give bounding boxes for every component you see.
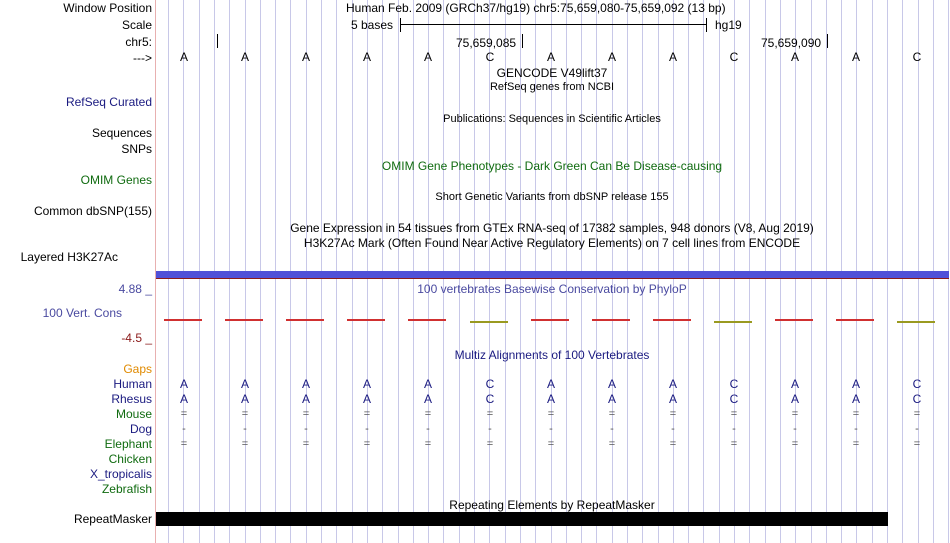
strand-label: ---> xyxy=(133,51,152,65)
genome-browser-image[interactable]: Window Position Human Feb. 2009 (GRCh37/hg19) chr5:75,659,080-75,659,092 (13 bp) Scale 5 bases hg19 chr5: 75,659,085 75,659,090 ---> A A A A A C A A A C A A C GENCODE V49lift37 RefSeq genes from NCBI RefSeq Curated Publications: Sequences in Scientific Articles Sequences SNPs OMIM Gene Phenotypes - Dark Green Can Be Disease-causing OMIM Genes Short Genetic Variants from dbSNP release 155 Common dbSNP(155) Gene Expression in 54 tissues from GTEx RNA-seq of 17382 samples, 948 donors (V8, Aug 2019) H3K27Ac Mark (Often Found Near Active Regulatory Elements) on 7 cell lines from ENCODE Layered H3K27Ac 4.88 _ 100 vertebrates Basewise Conservation by PhyloP 100 Vert. Cons -4.5 _ Multiz Alignments of 100 Vertebrates Gaps Human A A A A A C A A A C A A C Rhesus A A A A A C A A A C A A C Mouse = = = = = = = = = = = = = Dog - - - - - - - - - - - - - Elephant = = = = = = = = = = = = = Chicken X_tropicalis Zebrafish Repeating Elements by RepeatMasker RepeatMasker xyxy=(0,0,950,543)
scale-label: Scale xyxy=(121,18,152,32)
cons-min-value: -4.5 _ xyxy=(121,331,152,345)
base-letter: A xyxy=(851,50,860,64)
species-label-chicken[interactable]: Chicken xyxy=(108,452,152,466)
phylop-score-bar xyxy=(775,319,813,321)
window-position-label: Window Position xyxy=(63,1,152,15)
alignment-base: A xyxy=(301,392,310,406)
species-label-rhesus[interactable]: Rhesus xyxy=(111,392,152,406)
alignment-base: = xyxy=(608,438,616,450)
alignment-base: A xyxy=(668,377,677,391)
alignment-base: C xyxy=(912,377,922,391)
gaps-label[interactable]: Gaps xyxy=(123,362,152,376)
refseq-curated-label[interactable]: RefSeq Curated xyxy=(65,95,152,109)
alignment-base: C xyxy=(485,392,495,406)
species-label-human[interactable]: Human xyxy=(113,377,152,391)
alignment-base: A xyxy=(179,392,188,406)
alignment-base: = xyxy=(669,408,677,420)
phylop-score-bar xyxy=(592,319,630,321)
alignment-base: - xyxy=(488,423,492,435)
species-label-mouse[interactable]: Mouse xyxy=(115,407,152,421)
alignment-base: = xyxy=(791,438,799,450)
coord-tick xyxy=(217,34,218,48)
alignment-base: = xyxy=(791,408,799,420)
base-letter: A xyxy=(301,50,310,64)
alignment-base: A xyxy=(362,392,371,406)
alignment-base: = xyxy=(180,438,188,450)
base-letter: A xyxy=(179,50,188,64)
alignment-base: A xyxy=(790,377,799,391)
alignment-base: - xyxy=(793,423,797,435)
alignment-base: A xyxy=(301,377,310,391)
coord-tick xyxy=(827,34,828,48)
alignment-base: = xyxy=(547,408,555,420)
cons-max-value: 4.88 _ xyxy=(118,282,152,296)
base-letter: A xyxy=(423,50,432,64)
alignment-base: A xyxy=(546,392,555,406)
alignment-base: - xyxy=(243,423,247,435)
alignment-base: - xyxy=(549,423,553,435)
phylop-score-bar xyxy=(836,319,874,321)
alignment-base: A xyxy=(790,392,799,406)
alignment-base: - xyxy=(732,423,736,435)
alignment-base: C xyxy=(912,392,922,406)
base-letter: C xyxy=(729,50,739,64)
alignment-base: = xyxy=(180,408,188,420)
base-letter: A xyxy=(790,50,799,64)
sequences-label[interactable]: Sequences xyxy=(91,126,152,140)
phylop-score-bar xyxy=(225,319,263,321)
alignment-base: = xyxy=(852,438,860,450)
h3k27ac-signal-bar xyxy=(156,271,949,279)
alignment-base: = xyxy=(424,438,432,450)
alignment-base: = xyxy=(730,408,738,420)
phylop-score-bar xyxy=(470,321,508,323)
species-label-dog[interactable]: Dog xyxy=(129,422,152,436)
base-letter: A xyxy=(607,50,616,64)
alignment-base: A xyxy=(546,377,555,391)
alignment-base: - xyxy=(365,423,369,435)
alignment-base: = xyxy=(302,438,310,450)
alignment-base: - xyxy=(610,423,614,435)
phylop-score-bar xyxy=(347,319,385,321)
snps-label[interactable]: SNPs xyxy=(121,142,152,156)
alignment-base: A xyxy=(362,377,371,391)
phylop-score-bar xyxy=(164,319,202,321)
alignment-base: = xyxy=(669,438,677,450)
alignment-base: A xyxy=(851,377,860,391)
base-letter: C xyxy=(912,50,922,64)
alignment-base: = xyxy=(852,408,860,420)
alignment-base: = xyxy=(486,408,494,420)
alignment-base: = xyxy=(302,408,310,420)
alignment-base: = xyxy=(424,408,432,420)
alignment-base: = xyxy=(547,438,555,450)
scale-assembly: hg19 xyxy=(715,18,742,32)
alignment-base: = xyxy=(730,438,738,450)
repeatmasker-element[interactable] xyxy=(156,512,888,526)
alignment-base: = xyxy=(241,438,249,450)
base-letter: A xyxy=(668,50,677,64)
base-letter: A xyxy=(546,50,555,64)
alignment-base: - xyxy=(915,423,919,435)
alignment-base: A xyxy=(607,377,616,391)
alignment-base: A xyxy=(668,392,677,406)
alignment-base: A xyxy=(240,377,249,391)
alignment-base: A xyxy=(851,392,860,406)
alignment-base: A xyxy=(423,377,432,391)
coord-label-1: 75,659,085 xyxy=(456,36,517,50)
alignment-base: - xyxy=(426,423,430,435)
alignment-base: = xyxy=(241,408,249,420)
alignment-base: - xyxy=(304,423,308,435)
alignment-base: A xyxy=(179,377,188,391)
phylop-score-bar xyxy=(653,319,691,321)
alignment-base: - xyxy=(854,423,858,435)
alignment-base: C xyxy=(485,377,495,391)
alignment-base: A xyxy=(240,392,249,406)
vert-cons-label[interactable]: 100 Vert. Cons xyxy=(42,306,122,320)
base-letter: A xyxy=(240,50,249,64)
alignment-base: = xyxy=(363,408,371,420)
phylop-score-bar xyxy=(531,319,569,321)
layered-h3k27ac-label[interactable]: Layered H3K27Ac xyxy=(20,250,118,264)
phylop-score-bar xyxy=(714,321,752,323)
coord-tick xyxy=(522,34,523,48)
base-letter: C xyxy=(485,50,495,64)
species-label-elephant[interactable]: Elephant xyxy=(104,437,152,451)
species-label-zebrafish[interactable]: Zebrafish xyxy=(101,482,152,496)
window-position-value: Human Feb. 2009 (GRCh37/hg19) chr5:75,659,080-75,659,092 (13 bp) xyxy=(346,1,726,15)
alignment-base: A xyxy=(423,392,432,406)
coord-label-2: 75,659,090 xyxy=(761,36,822,50)
common-dbsnp-label[interactable]: Common dbSNP(155) xyxy=(33,204,152,218)
alignment-base: = xyxy=(486,438,494,450)
alignment-base: C xyxy=(729,392,739,406)
repeatmasker-label[interactable]: RepeatMasker xyxy=(73,512,152,526)
species-label-x_tropicalis[interactable]: X_tropicalis xyxy=(89,467,152,481)
base-letter: A xyxy=(362,50,371,64)
phylop-score-bar xyxy=(286,319,324,321)
alignment-base: C xyxy=(729,377,739,391)
scale-bases: 5 bases xyxy=(351,18,394,32)
alignment-base: = xyxy=(913,438,921,450)
alignment-base: - xyxy=(182,423,186,435)
alignment-base: - xyxy=(671,423,675,435)
phylop-score-bar xyxy=(897,321,935,323)
alignment-base: A xyxy=(607,392,616,406)
alignment-base: = xyxy=(608,408,616,420)
chrom-label: chr5: xyxy=(125,35,152,49)
alignment-base: = xyxy=(363,438,371,450)
alignment-base: = xyxy=(913,408,921,420)
omim-genes-label[interactable]: OMIM Genes xyxy=(80,173,152,187)
phylop-score-bar xyxy=(408,319,446,321)
